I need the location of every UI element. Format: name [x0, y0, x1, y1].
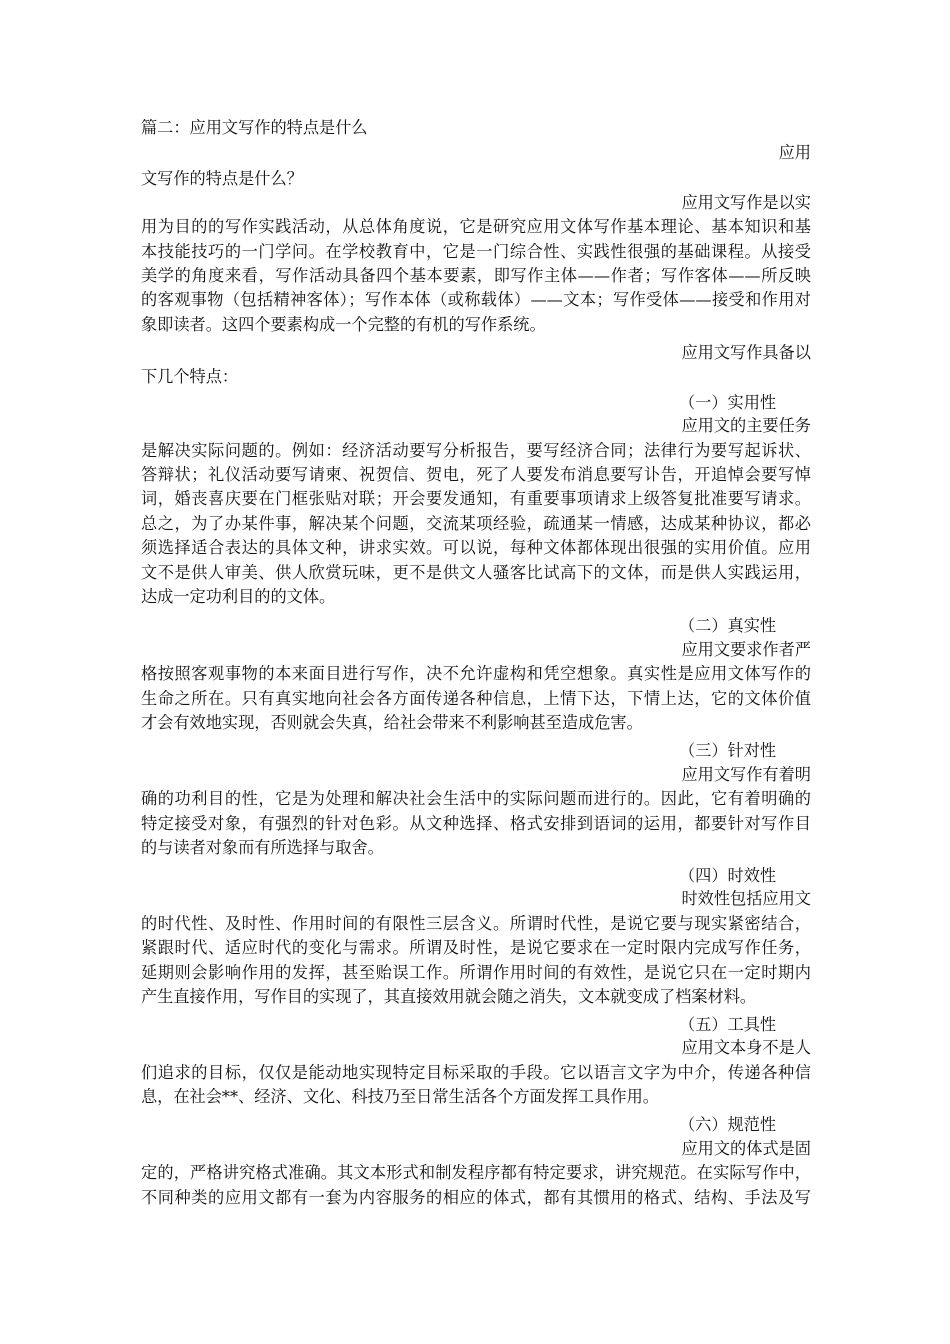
text-line: 特定接受对象，有强烈的针对色彩。从文种选择、格式安排到语词的运用，都要针对写作目	[141, 814, 811, 833]
text-line: 美学的角度来看，写作活动具备四个基本要素，即写作主体——作者；写作客体——所反映	[141, 266, 811, 285]
text-line: 时效性包括应用文	[681, 889, 811, 908]
text-line: 文不是供人审美、供人欣赏玩味，更不是供文人骚客比试高下的文体，而是供人实践运用，	[141, 563, 811, 582]
text-line: 词，婚丧喜庆要在门框张贴对联；开会要发通知，有重要事项请求上级答复批准要写请求。	[141, 489, 811, 508]
text-line: 产生直接作用，写作目的实现了，其直接效用就会随之消失，文本就变成了档案材料。	[141, 987, 757, 1006]
section-heading: （二）真实性	[679, 616, 777, 635]
text-line: 定的，严格讲究格式准确。其文本形式和制发程序都有特定要求，讲究规范。在实际写作中，	[141, 1163, 811, 1182]
section-heading: （四）时效性	[679, 866, 777, 885]
text-line: 下几个特点：	[141, 367, 239, 386]
text-line: 息，在社会**、经济、文化、科技乃至日常生活各个方面发挥工具作用。	[141, 1087, 659, 1106]
text-line: 生命之所在。只有真实地向社会各方面传递各种信息，上情下达，下情上达，它的文体价值	[141, 689, 811, 708]
text-line: 应用文的主要任务	[681, 416, 811, 435]
text-line: 应用文写作有着明	[681, 765, 811, 784]
text-line: 延期则会影响作用的发挥，甚至贻误工作。所谓作用时间的有效性，是说它只在一定时期内	[141, 963, 811, 982]
text-line: 应用文的体式是固	[681, 1139, 811, 1158]
text-line: 总之，为了办某件事，解决某个问题，交流某项经验，疏通某一情感，达成某种协议，都必	[141, 514, 811, 533]
text-line: 才会有效地实现，否则就会失真，给社会带来不利影响甚至造成危害。	[141, 713, 643, 732]
text-line: 的与读者对象而有所选择与取舍。	[141, 838, 384, 857]
text-line: 确的功利目的性，它是为处理和解决社会生活中的实际问题而进行的。因此，它有着明确的	[141, 789, 811, 808]
text-line: 应用文本身不是人	[681, 1038, 811, 1057]
text-line: 们追求的目标，仅仅是能动地实现特定目标采取的手段。它以语言文字为中介，传递各种信	[141, 1063, 811, 1082]
document-title: 篇二：应用文写作的特点是什么	[141, 118, 368, 137]
text-line: 应用文要求作者严	[681, 640, 811, 659]
text-line: 文写作的特点是什么？	[141, 169, 303, 188]
text-line: 象即读者。这四个要素构成一个完整的有机的写作系统。	[141, 315, 546, 334]
text-line: 是解决实际问题的。例如：经济活动要写分析报告，要写经济合同；法律行为要写起诉状、	[141, 441, 811, 460]
text-line: 应用文写作具备以	[681, 343, 811, 362]
text-line: 的客观事物（包括精神客体）；写作本体（或称载体）——文本；写作受体——接受和作用对	[141, 290, 811, 309]
text-line: 本技能技巧的一门学问。在学校教育中，它是一门综合性、实践性很强的基础课程。从接受	[141, 242, 811, 261]
text-line: 应用	[778, 143, 811, 162]
text-line: 应用文写作是以实	[681, 193, 811, 212]
text-line: 不同种类的应用文都有一套为内容服务的相应的体式，都有其惯用的格式、结构、手法及写	[141, 1188, 811, 1207]
text-line: 紧跟时代、适应时代的变化与需求。所谓及时性，是说它要求在一定时限内完成写作任务，	[141, 938, 811, 957]
text-line: 用为目的的写作实践活动，从总体角度说，它是研究应用文体写作基本理论、基本知识和基	[141, 217, 811, 236]
section-heading: （五）工具性	[679, 1015, 777, 1034]
section-heading: （三）针对性	[679, 741, 777, 760]
section-heading: （六）规范性	[679, 1115, 777, 1134]
text-line: 格按照客观事物的本来面目进行写作，决不允许虚构和凭空想象。真实性是应用文体写作的	[141, 664, 811, 683]
text-line: 的时代性、及时性、作用时间的有限性三层含义。所谓时代性，是说它要与现实紧密结合，	[141, 914, 811, 933]
section-heading: （一）实用性	[679, 393, 777, 412]
text-line: 答辩状；礼仪活动要写请柬、祝贺信、贺电，死了人要发布消息要写讣告，开追悼会要写悼	[141, 465, 811, 484]
text-line: 须选择适合表达的具体文种，讲求实效。可以说，每种文体都体现出很强的实用价值。应用	[141, 538, 811, 557]
text-line: 达成一定功利目的的文体。	[141, 587, 336, 606]
